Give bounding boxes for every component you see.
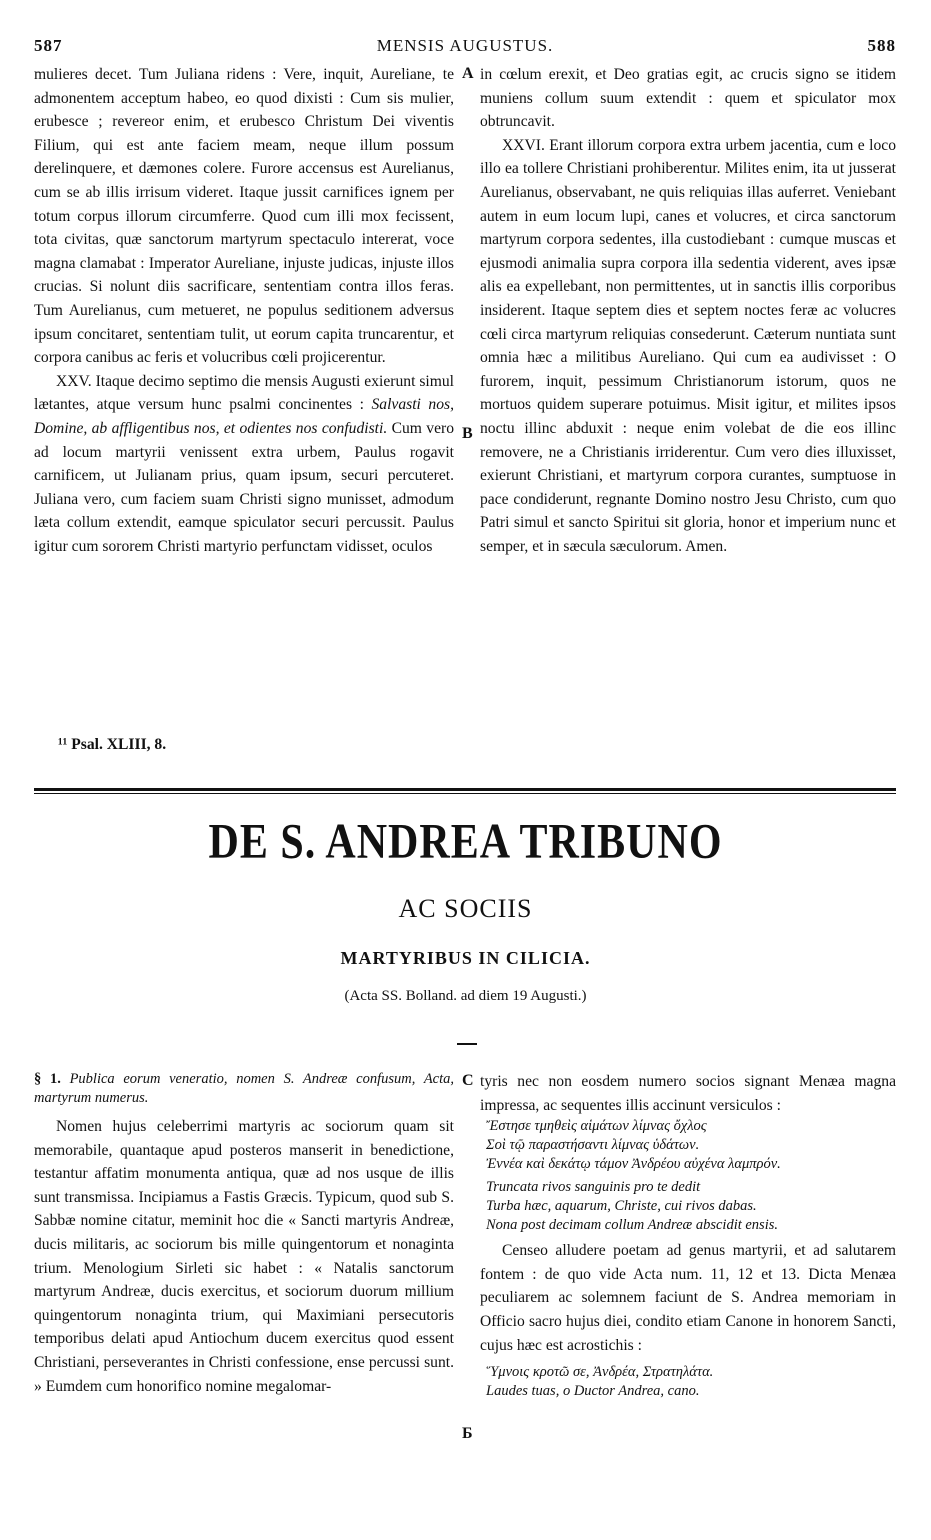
page-header bbox=[34, 36, 896, 60]
margin-marker-a: A bbox=[462, 65, 474, 82]
footnote: ¹¹ Psal. XLIII, 8. bbox=[58, 736, 167, 753]
article-title: DE S. ANDREA TRIBUNO bbox=[208, 814, 723, 870]
divider-rule bbox=[34, 788, 896, 791]
margin-marker-b: B bbox=[462, 425, 473, 442]
paragraph: mulieres decet. Tum Juliana ridens : Vere, inquit, Aureliane, te admonentem acceptum habeo, eo quod dixisti : Cum sis mulier, erubesce ; revereor enim, et erubesco Christum Dei viventis Filium, qui est ante faciem meam, neque illum possum derelinquere, et dæmones colere. Furore accensus est Aurelianus, cum se ab illis irrisum videret. Itaque jussit carnifices ignem per totum corpus illorum circumferre. Quod cum illi mox fecissent, tota civitas, quæ sanctorum martyrum spectaculo intererat, voce magna clamabat : Imperator Aureliane, injuste judicas, injuste illos crucias. Si nolunt diis sacrificare, sententiam contra illos feras. Tum Aurelianus, cum metueret, ne populus seditionem adversus ipsum concitaret, sententiam tulit, ut eorum capita truncarentur, et corpora canibus ac feris et volucribus cœli projicerentur. bbox=[34, 66, 454, 367]
article-subtitle-2: MARTYRIBUS IN CILICIA. bbox=[340, 948, 591, 968]
bottom-left-column bbox=[34, 1070, 454, 1398]
margin-marker-c: C bbox=[462, 1072, 474, 1089]
greek-verse: Ἔστησε τμηθεὶς αἱμάτων λίμνας ὄχλος bbox=[486, 1118, 707, 1135]
paragraph: in cœlum erexit, et Deo gratias egit, ac crucis signo se itidem muniens collum suum extendit : quem et spiculator mox obtruncavit. bbox=[480, 66, 896, 131]
section-heading bbox=[34, 1070, 454, 1108]
latin-verse: Nona post decimam collum Andreæ abscidit ensis. bbox=[486, 1217, 778, 1234]
margin-marker-b-bottom: Б bbox=[462, 1425, 473, 1442]
paragraph: Censeo alludere poetam ad genus martyrii, et ad salutarem fontem : de quo vide Acta num. 11, 12 et 13. Dicta Menæa peculiarem ac solemnem faciunt de S. Andrea memoriam in Officio sacro hujus diei, condito etiam Canone in honorem Sancti, cujus hæc est acrostichis : bbox=[480, 1242, 896, 1354]
text: XXV. Itaque decimo septimo die mensis Augusti exierunt simul lætantes, atque versum hunc psalmi concinentes : bbox=[34, 372, 454, 414]
section-title: Publica eorum veneratio, nomen S. Andreæ confusum, Acta, martyrum numerus. bbox=[34, 1071, 455, 1106]
text: Cum vero ad locum martyrii venissent extra urbem, Paulus rogavit carnificem, ut Julianam prius, quam ipsum, securi percuteret. Juliana vero, cum faciem suam Christi signo munisset, admodum læta collum extendit, eamque spiculator securi percussit. Paulus igitur cum sororem Christi martyrio perfunctam vidisset, oculos bbox=[34, 419, 454, 555]
top-right-column bbox=[480, 63, 896, 558]
page-number-left: 587 bbox=[34, 36, 63, 55]
paragraph: tyris nec non eosdem numero socios signant Menæa magna impressa, ac sequentes illis accinunt versiculos : bbox=[480, 1073, 896, 1114]
paragraph-xxv bbox=[34, 370, 454, 559]
source-citation: (Acta SS. Bolland. ad diem 19 Augusti.) bbox=[344, 988, 587, 1004]
article-subtitle: AC SOCIIS bbox=[398, 894, 533, 923]
top-left-column bbox=[34, 63, 454, 558]
short-divider bbox=[457, 1043, 477, 1045]
acrostic-latin: Laudes tuas, o Ductor Andrea, cano. bbox=[486, 1383, 700, 1400]
greek-verse: Σοὶ τῷ παραστήσαντι λίμνας ὑδάτων. bbox=[486, 1137, 700, 1154]
greek-verse: Ἐννέα καὶ δεκάτῳ τάμον Ἀνδρέου αὐχένα λαμπρόν. bbox=[486, 1156, 781, 1173]
psalm-quote: Salvasti nos, Domine, ab affligentibus nos, et odientes nos confudisti. bbox=[34, 396, 454, 437]
paragraph: Nomen hujus celeberrimi martyris ac sociorum quam sit memorabile, quantaque apud posteros manserit in benedictione, testantur affatim monumenta antiqua, quæ ad nos usque de illis sunt transmissa. Incipiamus a Fastis Græcis. Typicum, quod sub S. Sabbæ nomine citatur, meminit hoc die « Sancti martyris Andreæ, ducis militaris, ac sociorum bis mille quingentorum et nonaginta trium. Menologium Sirleti sic habet : « Natalis sanctorum martyrum Andreæ, ducis exercitus, et sociorum duorum millium quingentorum nonaginta trium, qui Maximiani persecutoris temporibus delati apud Antiochum ducem exercitus quod essent Christiani, perseverantes in Christi confessione, ense percussi sunt. » Eumdem cum honorifico nomine megalomar- bbox=[34, 1118, 454, 1395]
bottom-right-column bbox=[480, 1070, 896, 1401]
latin-verse: Turba hæc, aquarum, Christe, cui rivos dabas. bbox=[486, 1198, 757, 1215]
latin-verse: Truncata rivos sanguinis pro te dedit bbox=[486, 1179, 701, 1196]
divider-rule-thin bbox=[34, 793, 896, 794]
running-title: MENSIS AUGUSTUS. bbox=[376, 36, 554, 55]
section-number: § 1. bbox=[34, 1071, 61, 1087]
paragraph-xxvi: XXVI. Erant illorum corpora extra urbem jacentia, cum e loco illo ea tollere Christiani prohiberentur. Milites enim, ita ut jusserat Aurelianus, observabant, ne quis reliquias illas auferret. Veniebant autem in eum locum lupi, canes et volucres, et circa sanctorum martyrum corpora sedentes, illa custodiebant : cumque muscas et ejusmodi animalia supra corpora illa sedentia viderent, aves ipsæ alis ea expellebant, non permittentes, ut in sanctis illis corporibus insiderent. Itaque septem dies et septem noctes feræ ac volucres cœli circa martyrum reliquias consederunt. Cæterum nuntiata sunt omnia hæc a militibus Aureliano. Qui cum ea audivisset : O furorem, inquit, pessimum Christianorum istorum, quos ne mortuos quidem superare potuimus. Misit igitur, et milites ipsos noctu illinc abduxit : neque enim volebat de die eos illinc removere, ne a Christianis irriderentur. Cum vero dies illuxisset, exierunt Christiani, et martyrum corpora curantes, sumptuose in pace condiderunt, regnante Domino nostro Jesu Christo, cum quo Patri simul et sancto Spiritui sit gloria, honor et imperium nunc et semper, et in sæcula sæculorum. Amen. bbox=[480, 136, 896, 555]
acrostic-greek: Ὕμνοις κροτῶ σε, Ἀνδρέα, Στρατηλάτα. bbox=[486, 1364, 714, 1381]
page-number-right: 588 bbox=[867, 36, 896, 55]
